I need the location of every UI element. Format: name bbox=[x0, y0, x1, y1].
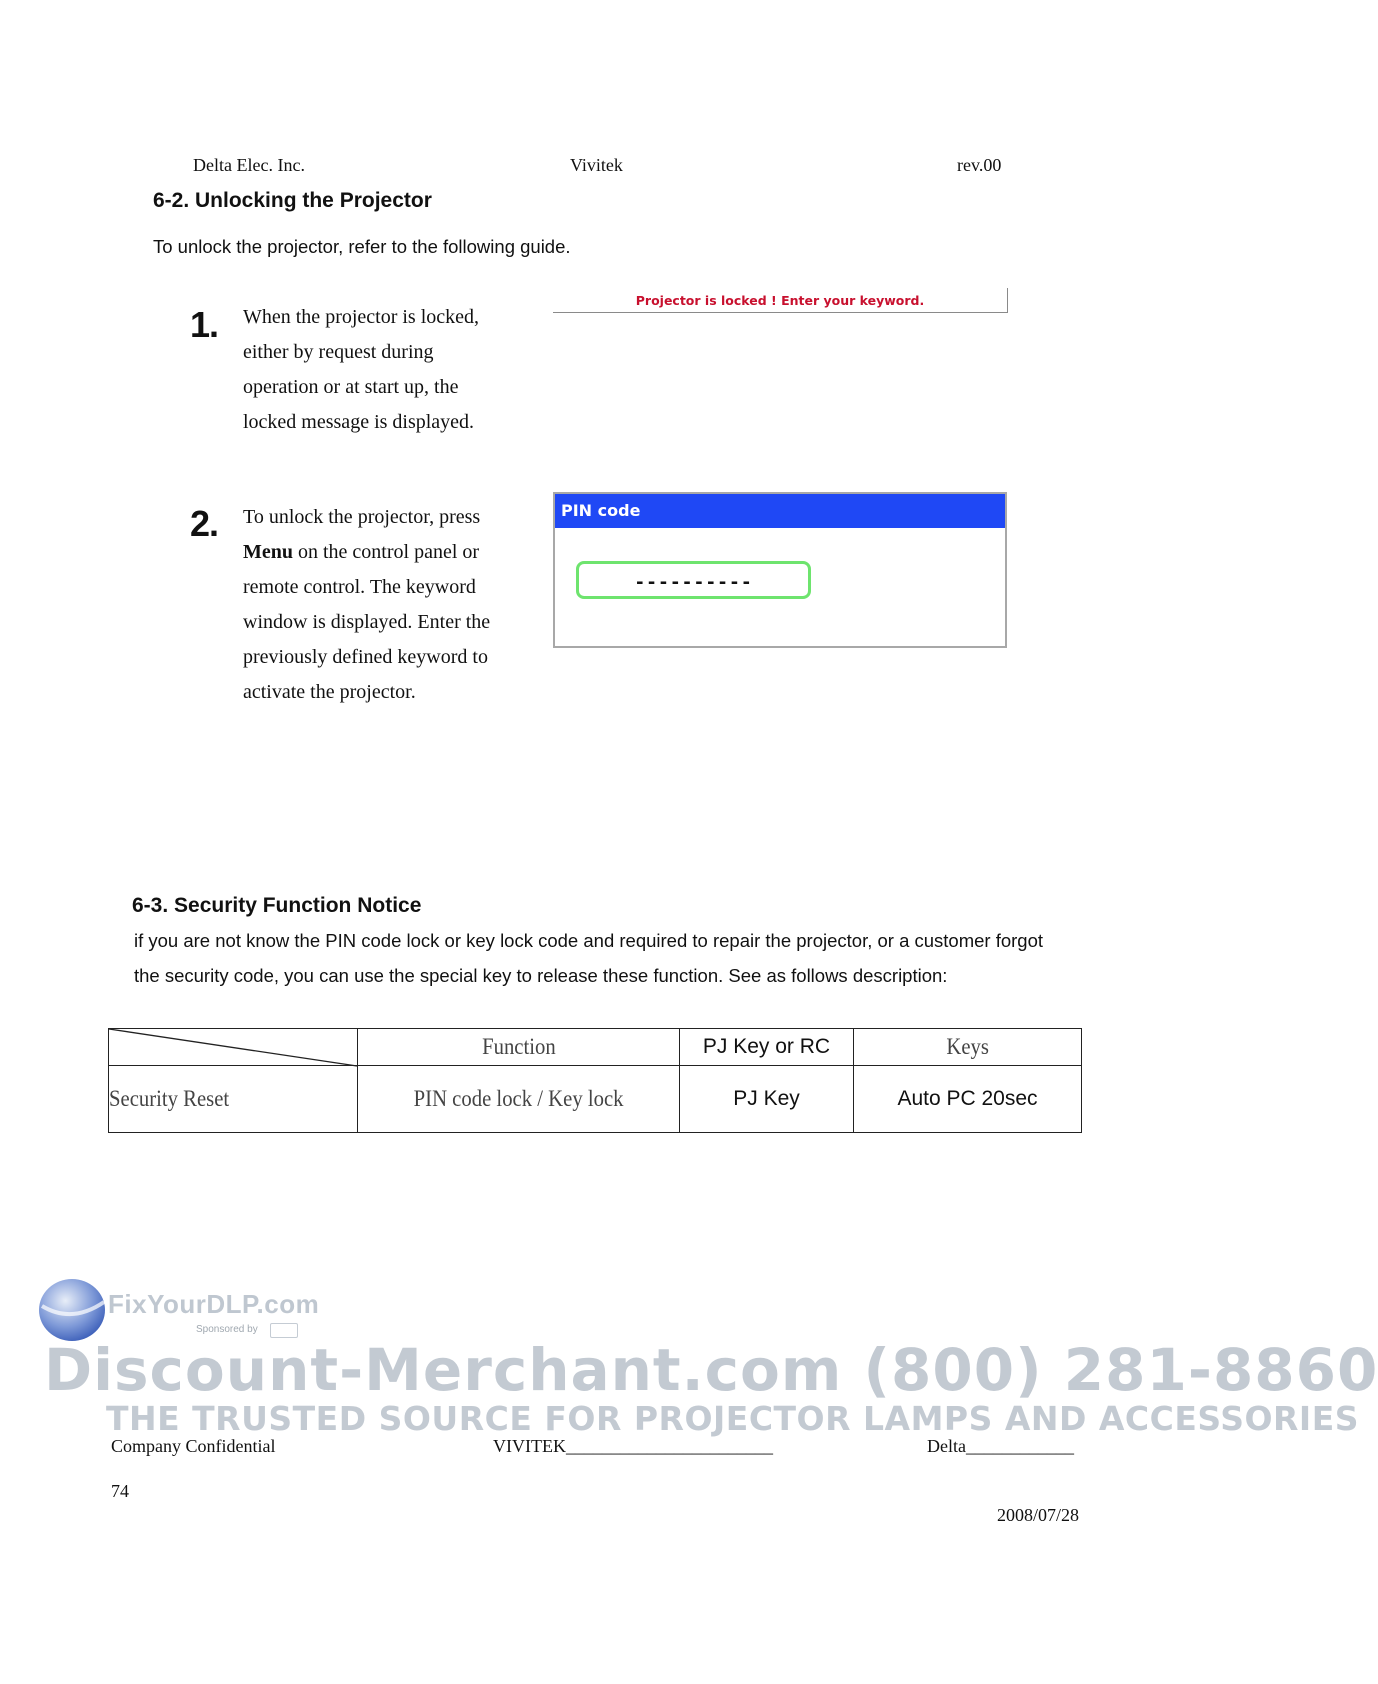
step-2-line: remote control. The keyword bbox=[243, 576, 476, 598]
step-2-line: To unlock the projector, press bbox=[243, 506, 481, 528]
section-intro: To unlock the projector, refer to the following guide. bbox=[153, 236, 571, 257]
step-2-line-menu bbox=[243, 535, 533, 570]
step-1-line: locked message is displayed. bbox=[243, 411, 475, 433]
step-2-line-rest: on the control panel or bbox=[293, 541, 480, 563]
pin-code-title: PIN code bbox=[555, 494, 1005, 528]
table-header-cell bbox=[680, 1029, 854, 1066]
step-2-line: previously defined keyword to bbox=[243, 646, 488, 668]
table-header-cell bbox=[358, 1029, 680, 1066]
watermark-headline: Discount-Merchant.com (800) 281-8860 bbox=[44, 1336, 1378, 1404]
footer-confidential: Company Confidential bbox=[111, 1436, 276, 1456]
pin-code-window bbox=[553, 492, 1007, 648]
header-revision: rev.00 bbox=[957, 155, 1002, 175]
step-number-1: 1. bbox=[190, 304, 219, 345]
cell-function: PIN code lock / Key lock bbox=[413, 1086, 624, 1111]
locked-message: Projector is locked ! Enter your keyword. bbox=[635, 293, 925, 308]
step-2-line: activate the projector. bbox=[243, 681, 416, 703]
table-header-row bbox=[109, 1029, 1082, 1066]
table-corner-cell bbox=[109, 1029, 358, 1066]
header-brand: Vivitek bbox=[570, 155, 623, 175]
table-header-cell bbox=[854, 1029, 1082, 1066]
diagonal-line bbox=[109, 1029, 357, 1066]
page-number: 74 bbox=[111, 1481, 129, 1501]
cell-pj-key: PJ Key bbox=[733, 1087, 800, 1110]
footer-date: 2008/07/28 bbox=[997, 1505, 1080, 1525]
step-number-2: 2. bbox=[190, 503, 219, 544]
locked-message-bar bbox=[553, 288, 1008, 313]
watermark-tagline: THE TRUSTED SOURCE FOR PROJECTOR LAMPS AND ACCESSORIES bbox=[106, 1399, 1360, 1438]
header-pj-key-or-rc: PJ Key or RC bbox=[702, 1035, 831, 1058]
globe-icon bbox=[36, 1276, 108, 1344]
cell-keys: Auto PC 20sec bbox=[897, 1087, 1038, 1110]
step-1-line: either by request during bbox=[243, 341, 434, 363]
table-row bbox=[109, 1066, 1082, 1133]
table-cell bbox=[109, 1066, 358, 1133]
security-paragraph-line: the security code, you can use the special key to release these function. See as follows description: bbox=[134, 965, 948, 986]
header-keys: Keys bbox=[946, 1034, 989, 1059]
section-title-unlocking: 6-2. Unlocking the Projector bbox=[153, 189, 432, 212]
header-function: Function bbox=[481, 1034, 556, 1059]
security-table bbox=[108, 1028, 1082, 1133]
table-cell bbox=[854, 1066, 1082, 1133]
security-paragraph-line: if you are not know the PIN code lock or key lock code and required to repair the projector, or a customer forgot bbox=[134, 930, 1044, 951]
header-company: Delta Elec. Inc. bbox=[193, 155, 305, 175]
table-cell bbox=[358, 1066, 680, 1133]
pin-code-field[interactable]: ---------- bbox=[576, 561, 811, 599]
table-cell bbox=[680, 1066, 854, 1133]
watermark-logo: FixYourDLP.com bbox=[108, 1289, 320, 1319]
step-2-line: window is displayed. Enter the bbox=[243, 611, 491, 633]
section-title-security: 6-3. Security Function Notice bbox=[132, 894, 422, 917]
footer-delta: Delta____________ bbox=[927, 1436, 1074, 1456]
step-1-line: operation or at start up, the bbox=[243, 376, 459, 398]
step-2-text bbox=[243, 500, 533, 710]
step-1-text bbox=[243, 300, 518, 440]
step-1-line: When the projector is locked, bbox=[243, 306, 480, 328]
watermark-sponsor: Sponsored by bbox=[196, 1324, 258, 1335]
cell-security-reset: Security Reset bbox=[109, 1086, 230, 1111]
footer-vivitek: VIVITEK_______________________ bbox=[493, 1436, 773, 1456]
menu-key-label: Menu bbox=[243, 541, 293, 563]
